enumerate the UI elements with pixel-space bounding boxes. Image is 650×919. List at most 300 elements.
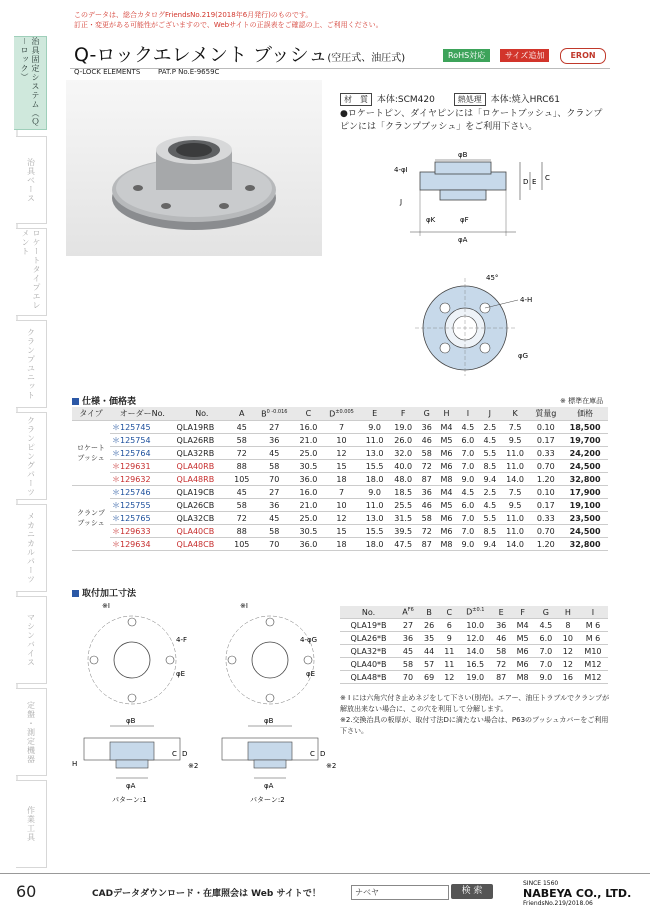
dim-F: φF bbox=[460, 216, 469, 224]
notice bbox=[74, 10, 383, 30]
spec-title-text: 仕様・価格表 bbox=[82, 397, 137, 407]
value-cell: 6.0 bbox=[457, 434, 479, 447]
value-cell: 36 bbox=[254, 499, 294, 512]
value-cell: M5 bbox=[436, 499, 457, 512]
value-cell: 70 bbox=[254, 473, 294, 486]
value-cell: 5.5 bbox=[479, 447, 501, 460]
value-cell: M8 bbox=[436, 538, 457, 551]
value-cell: M6 bbox=[511, 658, 534, 671]
value-cell: 69 bbox=[419, 671, 439, 684]
price-cell: 19,100 bbox=[562, 499, 608, 512]
col-a: A bbox=[229, 407, 254, 421]
dim-D: D bbox=[182, 750, 188, 758]
order-number[interactable]: ＊129634 bbox=[110, 538, 175, 551]
price-cell: 32,800 bbox=[562, 538, 608, 551]
page-title bbox=[74, 40, 405, 67]
dim-angle: 45° bbox=[486, 274, 499, 282]
value-cell: 7.0 bbox=[457, 447, 479, 460]
mcol-d-tol: ±0.1 bbox=[472, 607, 485, 614]
dim-G: φG bbox=[518, 352, 529, 360]
value-cell: 11.0 bbox=[501, 525, 530, 538]
table-row bbox=[72, 473, 608, 486]
dim-A: φA bbox=[458, 236, 468, 244]
value-cell: 7.0 bbox=[457, 512, 479, 525]
title-suffix: (空圧式、油圧式) bbox=[327, 53, 406, 64]
col-i: I bbox=[457, 407, 479, 421]
value-cell: 9.4 bbox=[479, 538, 501, 551]
value-cell: 12 bbox=[323, 447, 361, 460]
sidebar-tab-locate[interactable] bbox=[16, 228, 47, 316]
value-cell: 8.5 bbox=[479, 460, 501, 473]
order-number[interactable]: ＊129632 bbox=[110, 473, 175, 486]
since-text: SINCE 1560 bbox=[523, 880, 559, 887]
value-cell: 2.5 bbox=[479, 421, 501, 434]
col-d-label: D bbox=[329, 409, 336, 419]
search-button[interactable]: 検 索 bbox=[451, 884, 493, 899]
value-cell: 26 bbox=[419, 619, 439, 632]
model-number: QLA32CB bbox=[175, 512, 230, 525]
value-cell: 58 bbox=[254, 525, 294, 538]
mcol-f: F bbox=[511, 606, 534, 619]
col-b-tol: 0 -0.016 bbox=[266, 408, 288, 415]
value-cell: 16.5 bbox=[459, 658, 491, 671]
value-cell: M6 bbox=[436, 525, 457, 538]
table-row bbox=[72, 486, 608, 499]
product-photo bbox=[66, 80, 322, 256]
value-cell: 0.17 bbox=[529, 434, 562, 447]
col-no: No. bbox=[175, 407, 230, 421]
value-cell: 14.0 bbox=[501, 538, 530, 551]
dim-D: D bbox=[320, 750, 326, 758]
value-cell: 0.33 bbox=[529, 512, 562, 525]
sidebar-tab-tools[interactable] bbox=[16, 780, 47, 868]
sidebar-tab-label: 治具固定システム（Ｑ－ロック） bbox=[20, 37, 40, 127]
dim-G: 4-φG bbox=[300, 636, 318, 644]
value-cell: 12 bbox=[558, 645, 578, 658]
section-marker bbox=[72, 590, 79, 597]
value-cell: 36 bbox=[417, 421, 436, 434]
brand-logo: ERON bbox=[560, 48, 606, 64]
mcol-i: I bbox=[578, 606, 608, 619]
sidebar-tab-label: メカニカルパーツ bbox=[26, 512, 36, 584]
value-cell: 21.0 bbox=[294, 499, 323, 512]
dim-A: φA bbox=[126, 782, 136, 790]
model-number: QLA48CB bbox=[175, 538, 230, 551]
value-cell: 9 bbox=[439, 632, 459, 645]
value-cell: M5 bbox=[511, 632, 534, 645]
price-cell: 32,800 bbox=[562, 473, 608, 486]
value-cell: 72 bbox=[229, 512, 254, 525]
table-row bbox=[340, 632, 608, 645]
dim-C: C bbox=[172, 750, 177, 758]
material-value: 本体:SCM420 bbox=[376, 95, 435, 105]
value-cell: 4.5 bbox=[479, 499, 501, 512]
value-cell: 36 bbox=[491, 619, 511, 632]
mcol-a bbox=[397, 606, 419, 619]
value-cell: 6 bbox=[439, 619, 459, 632]
col-e: E bbox=[360, 407, 389, 421]
subtitle: Q-LOCK ELEMENTS bbox=[74, 68, 141, 76]
value-cell: M4 bbox=[436, 486, 457, 499]
mcol-a-label: A bbox=[402, 607, 408, 617]
mcol-b: B bbox=[419, 606, 439, 619]
value-cell: 15.5 bbox=[360, 525, 389, 538]
dim-K: φK bbox=[426, 216, 436, 224]
value-cell: 0.33 bbox=[529, 447, 562, 460]
value-cell: 58 bbox=[254, 460, 294, 473]
model-number: QLA26*B bbox=[340, 632, 397, 645]
search-input[interactable]: ナベヤ bbox=[351, 885, 449, 900]
value-cell: 88 bbox=[229, 525, 254, 538]
value-cell: 9.5 bbox=[501, 499, 530, 512]
col-d bbox=[323, 407, 361, 421]
value-cell: 39.5 bbox=[389, 525, 418, 538]
value-cell: M8 bbox=[511, 671, 534, 684]
value-cell: 11.0 bbox=[501, 512, 530, 525]
value-cell: 46 bbox=[491, 632, 511, 645]
table-row bbox=[72, 499, 608, 512]
sidebar bbox=[0, 36, 48, 866]
value-cell: 4.5 bbox=[534, 619, 558, 632]
cad-download-text: CADデータダウンロード・在庫照会は Web サイトで！ bbox=[92, 889, 321, 899]
material-label: 材 質 bbox=[340, 93, 372, 106]
value-cell: 4.5 bbox=[457, 486, 479, 499]
side-view-drawing bbox=[380, 150, 580, 250]
table-row bbox=[340, 658, 608, 671]
sidebar-tab-clamping-parts[interactable] bbox=[16, 412, 47, 500]
heat-label: 熱処理 bbox=[454, 93, 486, 106]
catalog-text: FriendsNo.219/2018.06 bbox=[523, 900, 593, 907]
value-cell: 27 bbox=[254, 486, 294, 499]
sidebar-tab-label: マシンバイス bbox=[26, 613, 36, 667]
model-number: QLA19*B bbox=[340, 619, 397, 632]
value-cell: 58 bbox=[229, 499, 254, 512]
price-cell: 24,500 bbox=[562, 460, 608, 473]
order-number[interactable]: ＊125755 bbox=[110, 499, 175, 512]
model-number: QLA40*B bbox=[340, 658, 397, 671]
order-number[interactable]: ＊125754 bbox=[110, 434, 175, 447]
sidebar-tab-label: クランピングパーツ bbox=[26, 415, 36, 497]
order-number[interactable]: ＊125745 bbox=[110, 421, 175, 434]
value-cell: 19.0 bbox=[459, 671, 491, 684]
value-cell: 30.5 bbox=[294, 525, 323, 538]
value-cell: M12 bbox=[578, 658, 608, 671]
value-cell: M6 bbox=[511, 645, 534, 658]
company-name: NABEYA CO., LTD. bbox=[523, 887, 632, 900]
notice-line1: このデータは、総合カタログFriendsNo.219(2018年6月発行)のものです。 bbox=[74, 11, 313, 19]
value-cell: 0.70 bbox=[529, 460, 562, 473]
mount-note1: ※ I には六角穴付き止めネジをして下さい(別売)。エアー、油圧トラブルでクランプが解放出来ない場合に、この穴を利用して分解します。 bbox=[340, 694, 610, 713]
value-cell: 12.0 bbox=[459, 632, 491, 645]
value-cell: 0.10 bbox=[529, 421, 562, 434]
value-cell: 15 bbox=[323, 525, 361, 538]
table-row bbox=[340, 671, 608, 684]
value-cell: 36.0 bbox=[294, 473, 323, 486]
model-number: QLA26RB bbox=[175, 434, 230, 447]
mount-note2: ※2.交換治具の板厚が、取付寸法Dに満たない場合は、P63のブッシュカバーをご利用下さい。 bbox=[340, 716, 609, 735]
value-cell: 47.5 bbox=[389, 538, 418, 551]
sidebar-tab-mechanical[interactable] bbox=[16, 504, 47, 592]
dim-J: J bbox=[400, 198, 403, 206]
dim-A: φA bbox=[264, 782, 274, 790]
value-cell: 0.10 bbox=[529, 486, 562, 499]
value-cell: 10 bbox=[323, 434, 361, 447]
value-cell: 18 bbox=[323, 538, 361, 551]
value-cell: 45 bbox=[254, 512, 294, 525]
value-cell: 45 bbox=[254, 447, 294, 460]
value-cell: 70 bbox=[254, 538, 294, 551]
value-cell: M6 bbox=[436, 447, 457, 460]
value-cell: 72 bbox=[417, 525, 436, 538]
value-cell: 45 bbox=[229, 421, 254, 434]
value-cell: M12 bbox=[578, 671, 608, 684]
order-number[interactable]: ＊129631 bbox=[110, 460, 175, 473]
dim-B: φB bbox=[126, 717, 136, 725]
value-cell: 105 bbox=[229, 538, 254, 551]
value-cell: 6.0 bbox=[534, 632, 558, 645]
footer-divider bbox=[0, 873, 650, 874]
value-cell: M6 bbox=[436, 512, 457, 525]
value-cell: M4 bbox=[511, 619, 534, 632]
value-cell: 88 bbox=[229, 460, 254, 473]
col-h: H bbox=[436, 407, 457, 421]
value-cell: 21.0 bbox=[294, 434, 323, 447]
mcol-d bbox=[459, 606, 491, 619]
sidebar-tab-label: 定盤・測定機器 bbox=[26, 700, 36, 764]
value-cell: M8 bbox=[436, 473, 457, 486]
value-cell: 0.17 bbox=[529, 499, 562, 512]
value-cell: 87 bbox=[417, 538, 436, 551]
value-cell: 26.0 bbox=[389, 434, 418, 447]
section-marker bbox=[72, 398, 79, 405]
value-cell: 25.0 bbox=[294, 512, 323, 525]
value-cell: 11 bbox=[439, 645, 459, 658]
order-number[interactable]: ＊125764 bbox=[110, 447, 175, 460]
model-number: QLA32RB bbox=[175, 447, 230, 460]
value-cell: 11.0 bbox=[360, 434, 389, 447]
stock-note: ※ 標準在庫品 bbox=[560, 397, 604, 405]
sidebar-tab-qlock[interactable] bbox=[14, 36, 47, 130]
value-cell: 1.20 bbox=[529, 473, 562, 486]
value-cell: 11.0 bbox=[360, 499, 389, 512]
spec-table bbox=[72, 407, 608, 551]
model-number: QLA32*B bbox=[340, 645, 397, 658]
model-number: QLA19CB bbox=[175, 486, 230, 499]
sidebar-tab-label: ロケートタイプエレメント bbox=[21, 229, 41, 310]
dim-D: D bbox=[523, 178, 529, 186]
mount-pattern1-drawing bbox=[72, 598, 202, 808]
value-cell: 9.5 bbox=[501, 434, 530, 447]
dim-note2: ※2 bbox=[326, 762, 337, 770]
col-b bbox=[254, 407, 294, 421]
value-cell: 18 bbox=[323, 473, 361, 486]
model-number: QLA26CB bbox=[175, 499, 230, 512]
dim-note2: ※2 bbox=[188, 762, 199, 770]
price-cell: 18,500 bbox=[562, 421, 608, 434]
value-cell: 7 bbox=[323, 421, 361, 434]
table-row bbox=[72, 512, 608, 525]
value-cell: 57 bbox=[419, 658, 439, 671]
value-cell: 4.5 bbox=[479, 434, 501, 447]
mcol-e: E bbox=[491, 606, 511, 619]
price-cell: 19,700 bbox=[562, 434, 608, 447]
value-cell: 45 bbox=[397, 645, 419, 658]
value-cell: M5 bbox=[436, 434, 457, 447]
table-row bbox=[72, 525, 608, 538]
mount-header-row bbox=[340, 606, 608, 619]
dim-E: E bbox=[532, 178, 537, 186]
col-j: J bbox=[479, 407, 501, 421]
value-cell: 10 bbox=[323, 499, 361, 512]
value-cell: 12 bbox=[439, 671, 459, 684]
value-cell: 16.0 bbox=[294, 486, 323, 499]
price-cell: 23,500 bbox=[562, 512, 608, 525]
sidebar-tab-vise[interactable] bbox=[16, 596, 47, 684]
mount-title-text: 取付加工寸法 bbox=[82, 589, 137, 599]
mcol-no: No. bbox=[340, 606, 397, 619]
value-cell: 8.5 bbox=[479, 525, 501, 538]
mcol-g: G bbox=[534, 606, 558, 619]
value-cell: 32.0 bbox=[389, 447, 418, 460]
sidebar-tab-label: 作業工具 bbox=[26, 806, 36, 842]
type-cell: ロケートブッシュ bbox=[72, 421, 110, 486]
col-k: K bbox=[501, 407, 530, 421]
value-cell: M10 bbox=[578, 645, 608, 658]
value-cell: 6.0 bbox=[457, 499, 479, 512]
dim-C: C bbox=[545, 174, 550, 182]
sidebar-tab-clamp-unit[interactable] bbox=[16, 320, 47, 408]
mount-notes bbox=[340, 693, 610, 737]
sidebar-tab-jig-base[interactable] bbox=[16, 136, 47, 224]
table-row bbox=[340, 619, 608, 632]
sidebar-tab-surface-plate[interactable] bbox=[16, 688, 47, 776]
top-view-drawing bbox=[400, 266, 550, 376]
sidebar-tab-label: 治具ベース bbox=[26, 157, 36, 203]
col-price: 価格 bbox=[562, 407, 608, 421]
value-cell: 46 bbox=[417, 499, 436, 512]
pattern2-label: パターン:2 bbox=[250, 796, 285, 804]
model-number: QLA48*B bbox=[340, 671, 397, 684]
value-cell: 12 bbox=[323, 512, 361, 525]
col-f: F bbox=[389, 407, 418, 421]
col-b-label: B bbox=[261, 409, 267, 419]
value-cell: 12 bbox=[558, 658, 578, 671]
size-added-badge: サイズ追加 bbox=[500, 49, 549, 62]
order-number[interactable]: ＊125765 bbox=[110, 512, 175, 525]
table-row bbox=[340, 645, 608, 658]
value-cell: 7.5 bbox=[501, 486, 530, 499]
order-number[interactable]: ＊129633 bbox=[110, 525, 175, 538]
value-cell: 16 bbox=[558, 671, 578, 684]
value-cell: 35 bbox=[419, 632, 439, 645]
model-number: QLA48RB bbox=[175, 473, 230, 486]
table-row bbox=[72, 538, 608, 551]
page-number: 60 bbox=[16, 882, 37, 901]
value-cell: 72 bbox=[491, 658, 511, 671]
order-number[interactable]: ＊125746 bbox=[110, 486, 175, 499]
mcol-c: C bbox=[439, 606, 459, 619]
value-cell: 9.4 bbox=[479, 473, 501, 486]
value-cell: 7 bbox=[323, 486, 361, 499]
value-cell: 87 bbox=[491, 671, 511, 684]
dim-F: 4-F bbox=[176, 636, 188, 644]
title-text: Q-ロックエレメント ブッシュ bbox=[74, 44, 328, 66]
value-cell: 46 bbox=[417, 434, 436, 447]
col-mass: 質量g bbox=[529, 407, 562, 421]
value-cell: 7.0 bbox=[534, 658, 558, 671]
col-d-tol: ±0.005 bbox=[335, 408, 354, 415]
value-cell: 58 bbox=[417, 512, 436, 525]
sidebar-tab-label: クランプユニット bbox=[26, 328, 36, 400]
value-cell: 70 bbox=[397, 671, 419, 684]
dim-H: H bbox=[72, 760, 78, 768]
value-cell: 11 bbox=[439, 658, 459, 671]
mount-table bbox=[340, 606, 608, 684]
value-cell: 11.0 bbox=[501, 447, 530, 460]
table-row bbox=[72, 447, 608, 460]
col-order: オーダーNo. bbox=[110, 407, 175, 421]
notice-line2: 訂正・変更がある可能性がございますので、Webサイトの正誤表をご確認の上、ご利用ください。 bbox=[74, 21, 383, 29]
price-cell: 24,500 bbox=[562, 525, 608, 538]
value-cell: 30.5 bbox=[294, 460, 323, 473]
value-cell: 36 bbox=[417, 486, 436, 499]
value-cell: 18.5 bbox=[389, 486, 418, 499]
value-cell: 36.0 bbox=[294, 538, 323, 551]
dim-E: φE bbox=[176, 670, 186, 678]
product-photo-image bbox=[66, 80, 322, 256]
spec-body bbox=[72, 421, 608, 551]
value-cell: M 6 bbox=[578, 632, 608, 645]
value-cell: 7.0 bbox=[534, 645, 558, 658]
value-cell: 105 bbox=[229, 473, 254, 486]
value-cell: 11.0 bbox=[501, 460, 530, 473]
table-row bbox=[72, 460, 608, 473]
type-cell: クランプブッシュ bbox=[72, 486, 110, 551]
value-cell: 36 bbox=[254, 434, 294, 447]
col-type: タイプ bbox=[72, 407, 110, 421]
spec-section-title bbox=[72, 394, 136, 407]
value-cell: 2.5 bbox=[479, 486, 501, 499]
value-cell: 9.0 bbox=[360, 486, 389, 499]
value-cell: M 6 bbox=[578, 619, 608, 632]
mount-pattern2-drawing bbox=[210, 598, 340, 808]
value-cell: 18.0 bbox=[360, 538, 389, 551]
value-cell: 14.0 bbox=[459, 645, 491, 658]
value-cell: 19.0 bbox=[389, 421, 418, 434]
value-cell: 7.0 bbox=[457, 525, 479, 538]
value-cell: 48.0 bbox=[389, 473, 418, 486]
value-cell: M4 bbox=[436, 421, 457, 434]
model-number: QLA40RB bbox=[175, 460, 230, 473]
value-cell: 31.5 bbox=[389, 512, 418, 525]
mcol-d-label: D bbox=[466, 607, 473, 617]
value-cell: 14.0 bbox=[501, 473, 530, 486]
value-cell: 25.5 bbox=[389, 499, 418, 512]
value-cell: 27 bbox=[254, 421, 294, 434]
value-cell: 8 bbox=[558, 619, 578, 632]
value-cell: 4.5 bbox=[457, 421, 479, 434]
price-cell: 24,200 bbox=[562, 447, 608, 460]
value-cell: 9.0 bbox=[534, 671, 558, 684]
value-cell: 36 bbox=[397, 632, 419, 645]
dim-E: φE bbox=[306, 670, 316, 678]
value-cell: 45 bbox=[229, 486, 254, 499]
dim-H: 4-H bbox=[520, 296, 533, 304]
value-cell: 15 bbox=[323, 460, 361, 473]
value-cell: 0.70 bbox=[529, 525, 562, 538]
description: ●ロケートピン、ダイヤピンには「ロケートブッシュ」、クランプピンには「クランプブッシュ」をご利用下さい。 bbox=[340, 109, 603, 132]
value-cell: 1.20 bbox=[529, 538, 562, 551]
